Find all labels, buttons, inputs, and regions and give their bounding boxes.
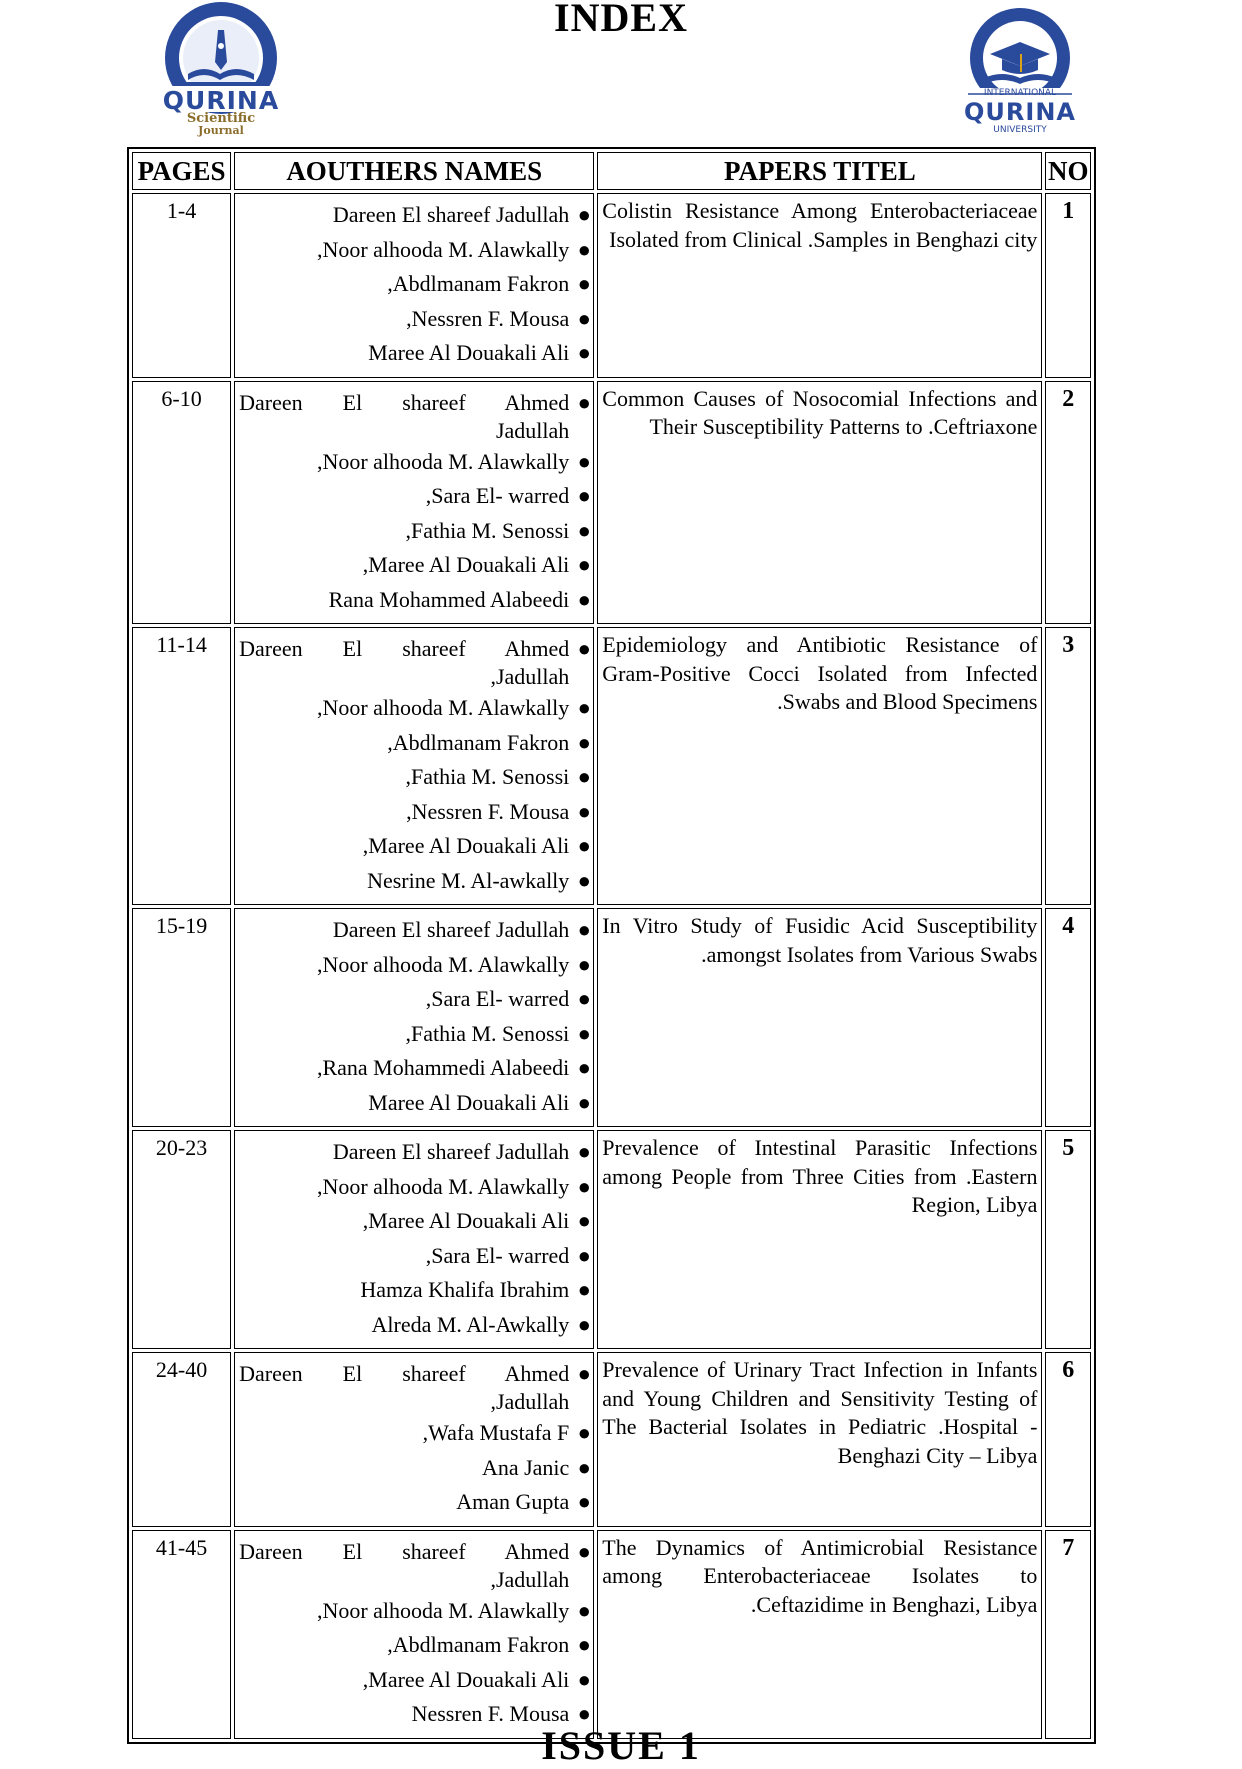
number-cell: 6 <box>1045 1352 1091 1527</box>
authors-list <box>235 194 593 377</box>
paper-title: In Vitro Study of Fusidic Acid Susceptibility .amongst Isolates from Various Swabs <box>602 913 1038 967</box>
bullet-icon: ● <box>577 1632 591 1657</box>
table-header-row <box>132 152 1091 190</box>
author-item <box>235 267 593 302</box>
authors-cell <box>234 627 594 905</box>
bullet-icon: ● <box>577 1454 591 1480</box>
bullet-icon: ● <box>577 1139 591 1164</box>
author-name: ,Maree Al Douakali Ali <box>362 1208 570 1233</box>
authors-list <box>235 628 593 904</box>
author-name: ,Noor alhooda M. Alawkally <box>316 695 570 720</box>
pages-cell: 41-45 <box>132 1530 231 1739</box>
author-name: Aman Gupta <box>456 1489 570 1514</box>
authors-list <box>235 1131 593 1348</box>
number-cell: 2 <box>1045 381 1091 625</box>
pages-cell: 6-10 <box>132 381 231 625</box>
author-name: Dareen El shareef Ahmed ,Jadullah <box>239 1538 570 1592</box>
bullet-icon: ● <box>577 951 591 977</box>
bullet-icon: ● <box>577 1277 591 1302</box>
author-item <box>235 1086 593 1121</box>
author-name: ,Noor alhooda M. Alawkally <box>316 1597 570 1623</box>
pages-cell: 20-23 <box>132 1130 231 1349</box>
authors-list <box>235 1353 593 1526</box>
pages-cell: 1-4 <box>132 193 231 378</box>
author-item <box>235 829 593 864</box>
pages-cell: 11-14 <box>132 627 231 905</box>
author-item <box>235 982 593 1017</box>
author-name: Dareen El shareef Jadullah <box>332 1139 570 1164</box>
university-logo-name: QURINA <box>964 98 1076 126</box>
university-logo-top: INTERNATIONAL <box>983 88 1057 98</box>
title-cell <box>597 1130 1042 1349</box>
author-name: Dareen El shareef Jadullah <box>332 202 570 227</box>
journal-logo-name: QURINA <box>162 86 280 115</box>
paper-title: Common Causes of Nosocomial Infections and Their Susceptibility Patterns to .Ceftriaxone <box>602 385 1038 439</box>
author-item <box>235 1017 593 1052</box>
author-item <box>235 1051 593 1086</box>
author-item <box>235 386 593 445</box>
author-item <box>235 198 593 233</box>
author-name: ,Fathia M. Senossi <box>405 1020 570 1046</box>
bullet-icon: ● <box>577 1666 591 1692</box>
author-item <box>235 632 593 691</box>
author-name: Ana Janic <box>481 1454 570 1480</box>
number-cell: 3 <box>1045 627 1091 905</box>
bullet-icon: ● <box>577 552 591 577</box>
paper-title: The Dynamics of Antimicrobial Resistance among Enterobacteriaceae Isolates to .Ceftazidime in Benghazi, Libya <box>602 1534 1038 1617</box>
bullet-icon: ● <box>577 1361 591 1386</box>
author-name: ,Abdlmanam Fakron <box>387 271 570 296</box>
author-item <box>235 1628 593 1663</box>
bullet-icon: ● <box>577 636 591 661</box>
author-item <box>235 1535 593 1594</box>
authors-list <box>235 382 593 624</box>
title-cell <box>597 627 1042 905</box>
bullet-icon: ● <box>577 305 591 331</box>
bullet-icon: ● <box>577 1489 591 1514</box>
author-item <box>235 479 593 514</box>
bullet-icon: ● <box>577 1020 591 1046</box>
author-item <box>235 1239 593 1274</box>
bullet-icon: ● <box>577 236 591 262</box>
author-name: ,Rana Mohammedi Alabeedi <box>316 1055 570 1080</box>
author-name: ,Wafa Mustafa F <box>422 1420 570 1445</box>
university-logo <box>960 6 1080 136</box>
author-item <box>235 302 593 337</box>
bullet-icon: ● <box>577 271 591 296</box>
author-item <box>235 760 593 795</box>
author-name: ,Noor alhooda M. Alawkally <box>316 448 570 474</box>
author-name: ,Sara El- warred <box>425 1242 570 1268</box>
bullet-icon: ● <box>577 1055 591 1080</box>
bullet-icon: ● <box>577 986 591 1011</box>
journal-logo-sub2: Journal <box>198 124 244 137</box>
author-item <box>235 445 593 480</box>
author-name: ,Fathia M. Senossi <box>405 517 570 543</box>
authors-list <box>235 1531 593 1738</box>
author-item <box>235 795 593 830</box>
author-name: Dareen El shareef Jadullah <box>332 917 570 942</box>
bullet-icon: ● <box>577 586 591 612</box>
title-cell <box>597 1530 1042 1739</box>
bullet-icon: ● <box>577 389 591 415</box>
author-name: ,Fathia M. Senossi <box>405 764 570 789</box>
title-cell <box>597 908 1042 1127</box>
author-name: Nesrine M. Al-awkally <box>367 867 570 893</box>
header-title: PAPERS TITEL <box>597 152 1042 190</box>
author-item <box>235 1273 593 1308</box>
journal-logo <box>148 0 294 142</box>
author-item <box>235 583 593 618</box>
author-name: Dareen El shareef Ahmed Jadullah <box>239 389 570 443</box>
table-row <box>132 1530 1091 1739</box>
bullet-icon: ● <box>577 1089 591 1115</box>
bullet-icon: ● <box>577 448 591 474</box>
bullet-icon: ● <box>577 798 591 824</box>
author-item <box>235 1663 593 1698</box>
paper-title: Prevalence of Urinary Tract Infection in Infants and Young Children and Sensitivity Testing of The Bacterial Isolates in Pediatric .Hospital - Benghazi City – Libya <box>602 1357 1038 1468</box>
author-name: ,Sara El- warred <box>425 986 570 1011</box>
header-authors: AOUTHERS NAMES <box>234 152 594 190</box>
author-item <box>235 1451 593 1486</box>
author-item <box>235 726 593 761</box>
bullet-icon: ● <box>577 202 591 227</box>
author-name: Maree Al Douakali Ali <box>368 340 570 365</box>
author-name: Maree Al Douakali Ali <box>368 1089 570 1115</box>
author-name: ,Abdlmanam Fakron <box>387 1632 570 1657</box>
author-name: Nessren F. Mousa <box>411 1701 570 1726</box>
author-name: ,Nessren F. Mousa <box>406 305 570 331</box>
authors-cell <box>234 381 594 625</box>
paper-title: Colistin Resistance Among Enterobacteriaceae Isolated from Clinical .Samples in Benghazi city <box>602 198 1038 252</box>
author-item <box>235 1308 593 1343</box>
author-item <box>235 233 593 268</box>
authors-cell <box>234 193 594 378</box>
title-cell <box>597 381 1042 625</box>
author-name: ,Sara El- warred <box>425 483 570 508</box>
bullet-icon: ● <box>577 729 591 755</box>
author-item <box>235 1416 593 1451</box>
table-row <box>132 1352 1091 1527</box>
paper-title: Prevalence of Intestinal Parasitic Infections among People from Three Cities from .Eastern Region, Libya <box>602 1135 1038 1217</box>
bullet-icon: ● <box>577 1701 591 1726</box>
title-cell <box>597 1352 1042 1527</box>
bullet-icon: ● <box>577 517 591 543</box>
bullet-icon: ● <box>577 1173 591 1199</box>
index-table <box>127 147 1096 1744</box>
author-item <box>235 1170 593 1205</box>
paper-title: Epidemiology and Antibiotic Resistance of Gram-Positive Cocci Isolated from Infected .Swabs and Blood Specimens <box>602 632 1038 714</box>
bullet-icon: ● <box>577 1242 591 1268</box>
bullet-icon: ● <box>577 917 591 942</box>
authors-cell <box>234 908 594 1127</box>
author-name: Alreda M. Al-Awkally <box>371 1311 570 1337</box>
author-name: Hamza Khalifa Ibrahim <box>360 1277 570 1302</box>
number-cell: 1 <box>1045 193 1091 378</box>
author-item <box>235 1357 593 1416</box>
author-item <box>235 548 593 583</box>
header-no: NO <box>1045 152 1091 190</box>
pages-cell: 15-19 <box>132 908 231 1127</box>
author-item <box>235 1204 593 1239</box>
author-name: Rana Mohammed Alabeedi <box>328 586 570 612</box>
author-name: ,Abdlmanam Fakron <box>387 729 570 755</box>
author-item <box>235 1594 593 1629</box>
pages-cell: 24-40 <box>132 1352 231 1527</box>
author-item <box>235 514 593 549</box>
bullet-icon: ● <box>577 1311 591 1337</box>
bullet-icon: ● <box>577 764 591 789</box>
page-title: INDEX <box>554 0 688 40</box>
author-name: ,Maree Al Douakali Ali <box>362 833 570 858</box>
author-name: ,Maree Al Douakali Ali <box>362 1666 570 1692</box>
bullet-icon: ● <box>577 867 591 893</box>
bullet-icon: ● <box>577 1538 591 1564</box>
table-row <box>132 193 1091 378</box>
author-item <box>235 1135 593 1170</box>
table-row <box>132 627 1091 905</box>
authors-cell <box>234 1352 594 1527</box>
author-name: Dareen El shareef Ahmed ,Jadullah <box>239 1361 570 1414</box>
bullet-icon: ● <box>577 483 591 508</box>
author-item <box>235 336 593 371</box>
author-item <box>235 691 593 726</box>
bullet-icon: ● <box>577 340 591 365</box>
table-row <box>132 908 1091 1127</box>
author-item <box>235 913 593 948</box>
journal-logo-sub: Scientific <box>186 111 256 126</box>
header-pages: PAGES <box>132 152 231 190</box>
author-name: ,Noor alhooda M. Alawkally <box>316 951 570 977</box>
author-name: ,Noor alhooda M. Alawkally <box>316 1173 570 1199</box>
bullet-icon: ● <box>577 1208 591 1233</box>
author-item <box>235 948 593 983</box>
author-item <box>235 1485 593 1520</box>
bullet-icon: ● <box>577 695 591 720</box>
bullet-icon: ● <box>577 1597 591 1623</box>
title-cell <box>597 193 1042 378</box>
table-body <box>132 193 1091 1739</box>
number-cell: 7 <box>1045 1530 1091 1739</box>
issue-title: ISSUE 1 <box>541 1723 701 1768</box>
table-row <box>132 1130 1091 1349</box>
table-row <box>132 381 1091 625</box>
authors-cell <box>234 1130 594 1349</box>
author-name: Dareen El shareef Ahmed ,Jadullah <box>239 636 570 689</box>
author-name: ,Noor alhooda M. Alawkally <box>316 236 570 262</box>
bullet-icon: ● <box>577 833 591 858</box>
author-item <box>235 864 593 899</box>
author-name: ,Nessren F. Mousa <box>406 798 570 824</box>
number-cell: 4 <box>1045 908 1091 1127</box>
number-cell: 5 <box>1045 1130 1091 1349</box>
author-name: ,Maree Al Douakali Ali <box>362 552 570 577</box>
university-logo-bottom: UNIVERSITY <box>993 125 1047 135</box>
authors-list <box>235 909 593 1126</box>
authors-cell <box>234 1530 594 1739</box>
bullet-icon: ● <box>577 1420 591 1445</box>
